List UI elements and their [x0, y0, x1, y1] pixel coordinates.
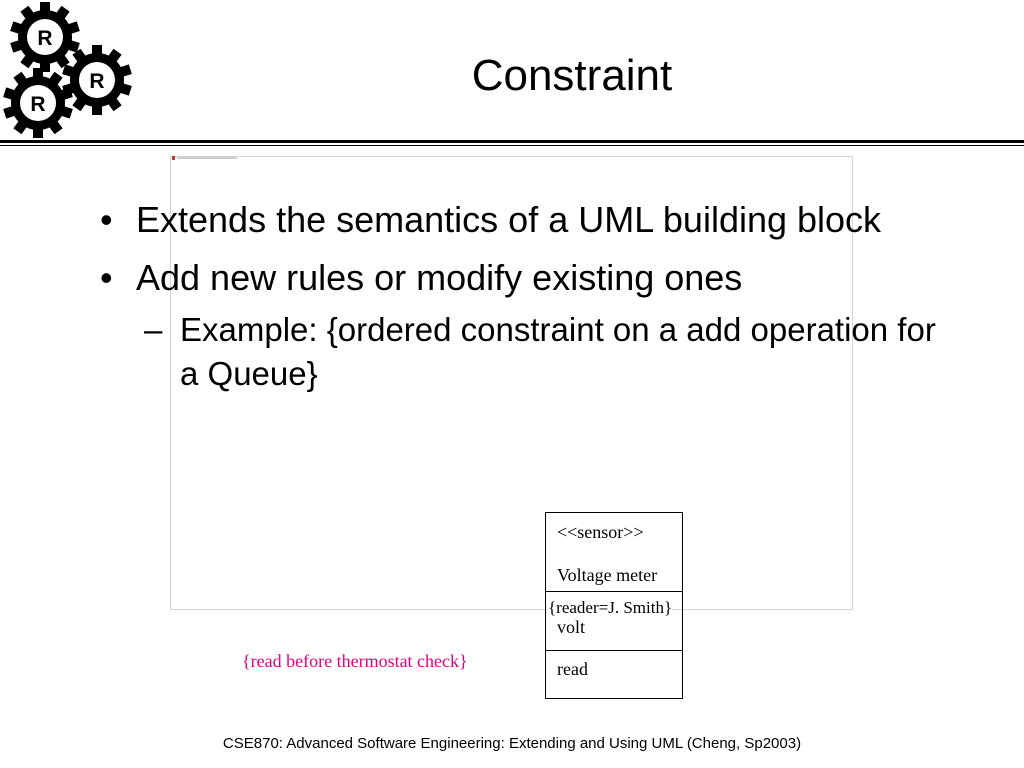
uml-compartment-divider	[545, 650, 683, 651]
bullet-list	[100, 196, 960, 396]
uml-class-name: Voltage meter	[557, 565, 658, 585]
uml-compartment-divider	[545, 591, 683, 592]
sub-bullet-item	[144, 308, 960, 396]
uml-attribute: volt	[557, 617, 586, 637]
uml-tagged-value: {reader=J. Smith}	[548, 598, 673, 617]
gear-letter-left: R	[30, 93, 46, 116]
bullet-marker: •	[100, 199, 113, 240]
title-rule-thick	[0, 140, 1024, 143]
gears-logo	[0, 0, 140, 140]
title-rule-thin	[0, 145, 1024, 146]
sub-bullet-text: Example: {ordered constraint on a add operation for a Queue}	[180, 311, 936, 392]
bullet-text: Add new rules or modify existing ones	[136, 257, 743, 298]
slide-title: Constraint	[471, 51, 673, 100]
uml-stereotype: <<sensor>>	[557, 522, 644, 542]
embedded-object-icon	[172, 156, 238, 160]
bullet-marker: •	[100, 257, 113, 298]
gear-letter-top: R	[37, 27, 53, 50]
bullet-item	[100, 254, 960, 302]
sub-bullet-marker: –	[144, 311, 163, 348]
slide-footer: CSE870: Advanced Software Engineering: Extending and Using UML (Cheng, Sp2003)	[222, 735, 802, 752]
bullet-item	[100, 196, 960, 244]
bullet-text: Extends the semantics of a UML building block	[136, 199, 882, 240]
gear-letter-right: R	[89, 70, 105, 93]
gear-icon-left	[3, 68, 73, 138]
gear-icon-top	[10, 2, 80, 72]
gear-icon-right	[62, 45, 132, 115]
constraint-note: {read before thermostat check}	[242, 651, 468, 671]
uml-operation: read	[557, 659, 588, 679]
